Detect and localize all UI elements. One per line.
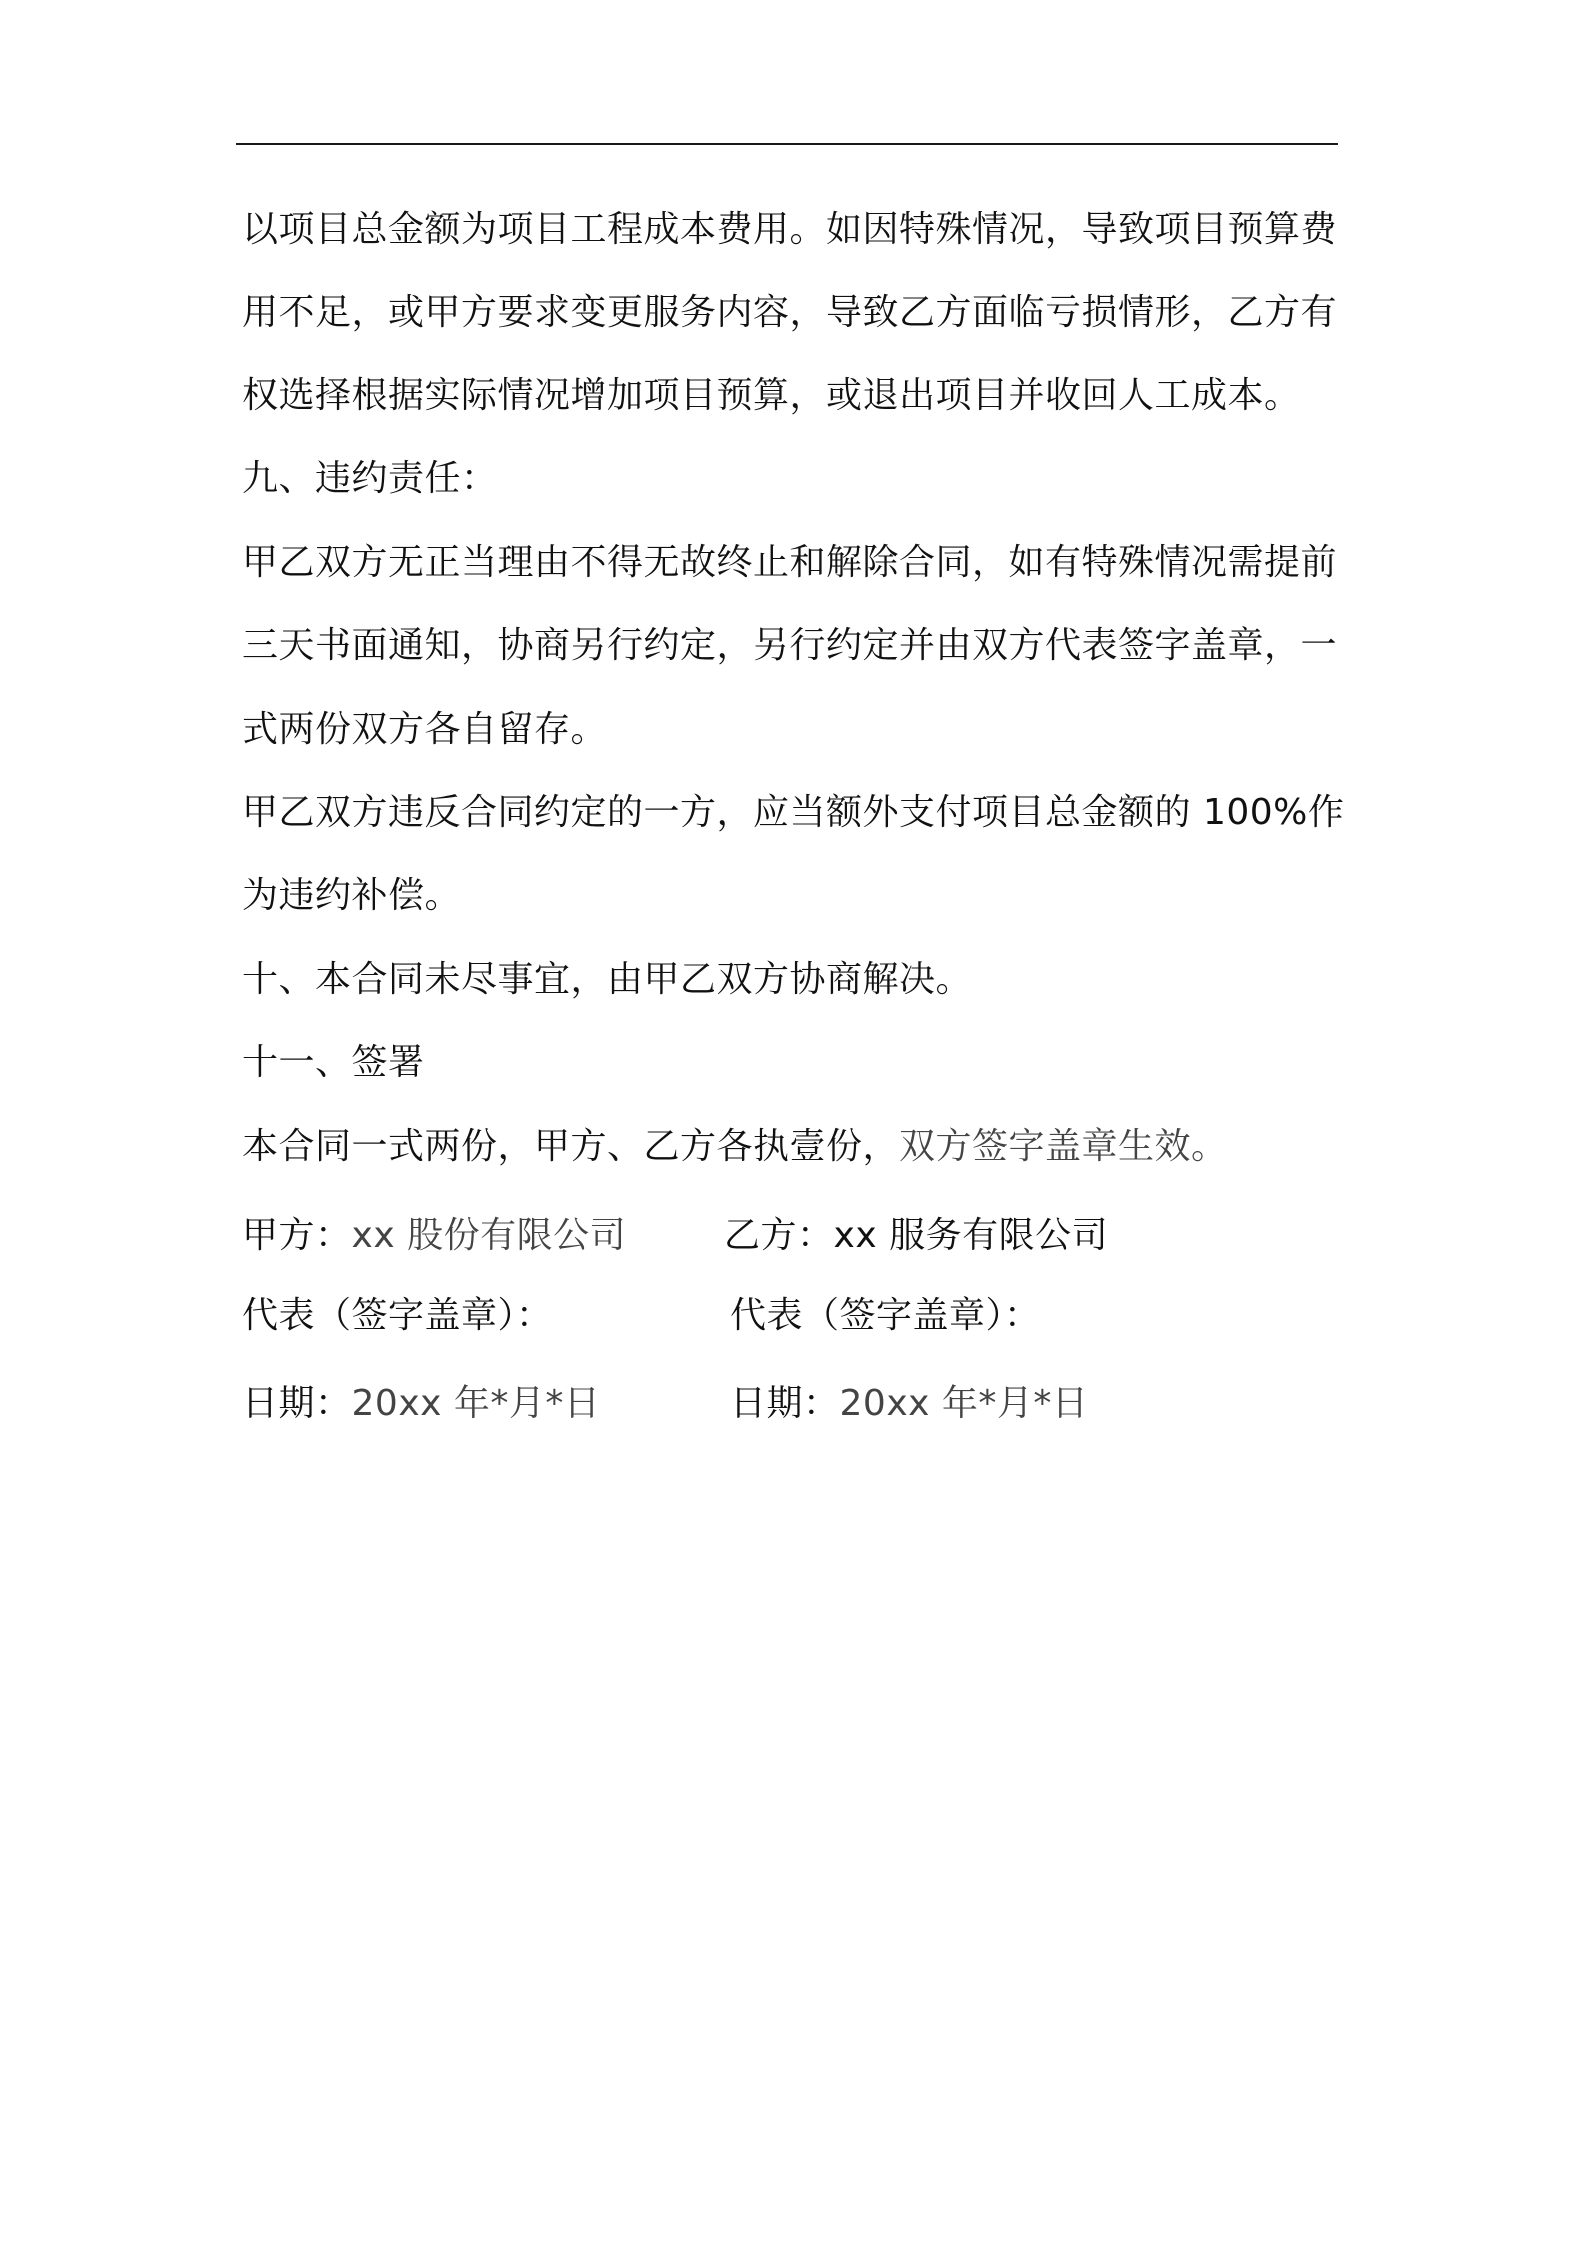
party-a-date-value: 20xx 年*月*日 (351, 1383, 601, 1424)
party-b-date-value: 20xx 年*月*日 (839, 1383, 1089, 1424)
party-a-label: 甲方： (242, 1215, 352, 1256)
party-b-name: xx 服务有限公司 (833, 1215, 1109, 1256)
party-a-date-line (242, 1382, 600, 1426)
section-eleven-heading: 十一、签署 (242, 1042, 425, 1083)
breach-clause2-line-1: 甲乙双方违反合同约定的一方，应当额外支付项目总金额的 100%作 (242, 792, 1345, 833)
party-b-date-label: 日期： (730, 1383, 840, 1424)
party-b-label: 乙方： (724, 1215, 834, 1256)
signing-text-part2: 双方签字盖章生效。 (899, 1126, 1228, 1167)
party-a-rep: 代表（签字盖章）： (242, 1295, 553, 1336)
section-eleven-text (242, 1125, 1228, 1169)
budget-line-2: 用不足，或甲方要求变更服务内容，导致乙方面临亏损情形，乙方有 (242, 292, 1338, 333)
party-b-line (724, 1214, 1108, 1258)
section-nine-heading: 九、违约责任： (242, 458, 498, 499)
breach-clause1-line-1: 甲乙双方无正当理由不得无故终止和解除合同，如有特殊情况需提前 (242, 542, 1338, 583)
party-b-rep: 代表（签字盖章）： (730, 1295, 1041, 1336)
budget-line-3: 权选择根据实际情况增加项目预算，或退出项目并收回人工成本。 (242, 375, 1301, 416)
section-ten-text: 十、本合同未尽事宜，由甲乙双方协商解决。 (242, 959, 973, 1000)
party-b-date-line (730, 1382, 1088, 1426)
breach-clause2-line-2: 为违约补偿。 (242, 875, 462, 916)
party-a-date-label: 日期： (242, 1383, 352, 1424)
party-a-line (242, 1214, 626, 1258)
party-a-name: xx 股份有限公司 (351, 1215, 627, 1256)
header-rule (236, 143, 1338, 145)
budget-line-1: 以项目总金额为项目工程成本费用。如因特殊情况，导致项目预算费 (242, 209, 1338, 250)
breach-clause1-line-3: 式两份双方各自留存。 (242, 709, 608, 750)
signing-text-part1: 本合同一式两份，甲方、乙方各执壹份， (242, 1126, 900, 1167)
breach-clause1-line-2: 三天书面通知，协商另行约定，另行约定并由双方代表签字盖章，一 (242, 625, 1338, 666)
